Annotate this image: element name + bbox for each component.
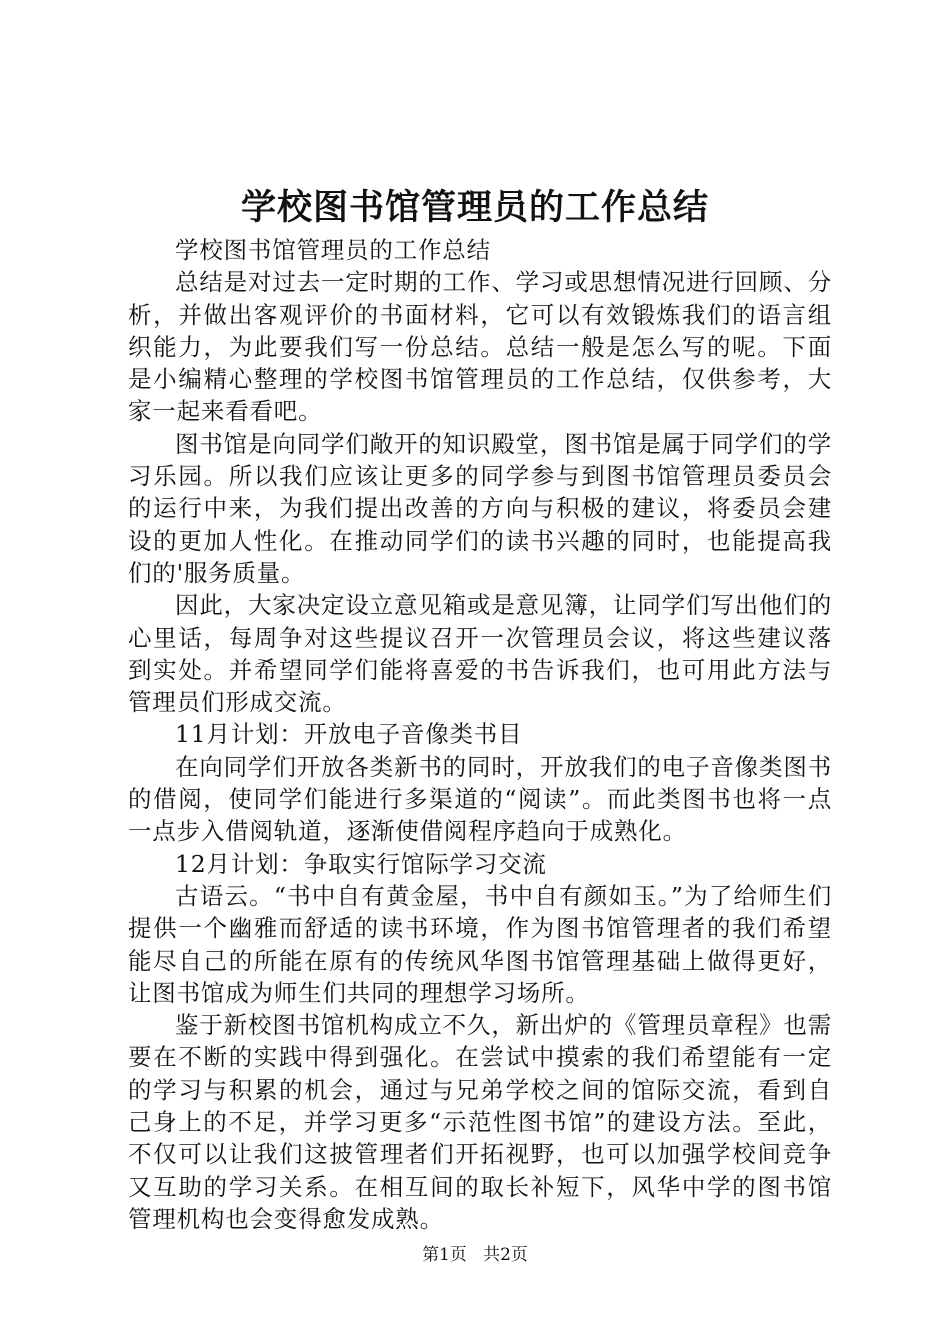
paragraph-intro: 总结是对过去一定时期的工作、学习或思想情况进行回顾、分析，并做出客观评价的书面材料，它可以有效锻炼我们的语言组织能力，为此要我们写一份总结。总结一般是怎么写的呢。下面是小编精心整理的学校图书馆管理员的工作总结，仅供参考，大家一起来看看吧。 [128,268,832,426]
paragraph-subtitle: 学校图书馆管理员的工作总结 [175,236,491,264]
page-footer [0,1244,950,1266]
paragraph-new-library: 鉴于新校图书馆机构成立不久，新出炉的《管理员章程》也需要在不断的实践中得到强化。在尝试中摸索的我们希望能有一定的学习与积累的机会，通过与兄弟学校之间的馆际交流，看到自己身上的不足，并学习更多“示范性图书馆”的建设方法。至此，不仅可以让我们这披管理者们开拓视野，也可以加强学校间竞争又互助的学习关系。在相互间的取长补短下，风华中学的图书馆管理机构也会变得愈发成熟。 [128,1011,832,1233]
page-number: 第1页 [422,1245,467,1265]
paragraph-suggestion-box: 因此，大家决定设立意见箱或是意见簿，让同学们写出他们的心里话，每周争对这些提议召开一次管理员会议，将这些建议落到实处。并希望同学们能将喜爱的书告诉我们，也可用此方法与管理员们形成交流。 [128,591,832,717]
paragraph-library-hall: 图书馆是向同学们敞开的知识殿堂，图书馆是属于同学们的学习乐园。所以我们应该让更多的同学参与到图书馆管理员委员会的运行中来，为我们提出改善的方向与积极的建议，将委员会建设的更加人性化。在推动同学们的读书兴趣的同时，也能提高我们的'服务质量。 [128,429,832,587]
paragraph-november-plan-heading: 11月计划：开放电子音像类书目 [175,720,523,749]
paragraph-december-plan: 古语云。“书中自有黄金屋，书中自有颜如玉。”为了给师生们提供一个幽雅而舒适的读书环境，作为图书馆管理者的我们希望能尽自己的所能在原有的传统风华图书馆管理基础上做得更好，让图书馆成为师生们共同的理想学习场所。 [128,881,832,1007]
document-body [128,234,832,1235]
paragraph-november-plan: 在向同学们开放各类新书的同时，开放我们的电子音像类图书的借阅，使同学们能进行多渠道的“阅读”。而此类图书也将一点一点步入借阅轨道，逐渐使借阅程序趋向于成熟化。 [128,752,832,846]
page-total: 共2页 [483,1245,528,1265]
paragraph-december-plan-heading: 12月计划：争取实行馆际学习交流 [175,849,547,878]
document-title: 学校图书馆管理员的工作总结 [240,187,709,228]
